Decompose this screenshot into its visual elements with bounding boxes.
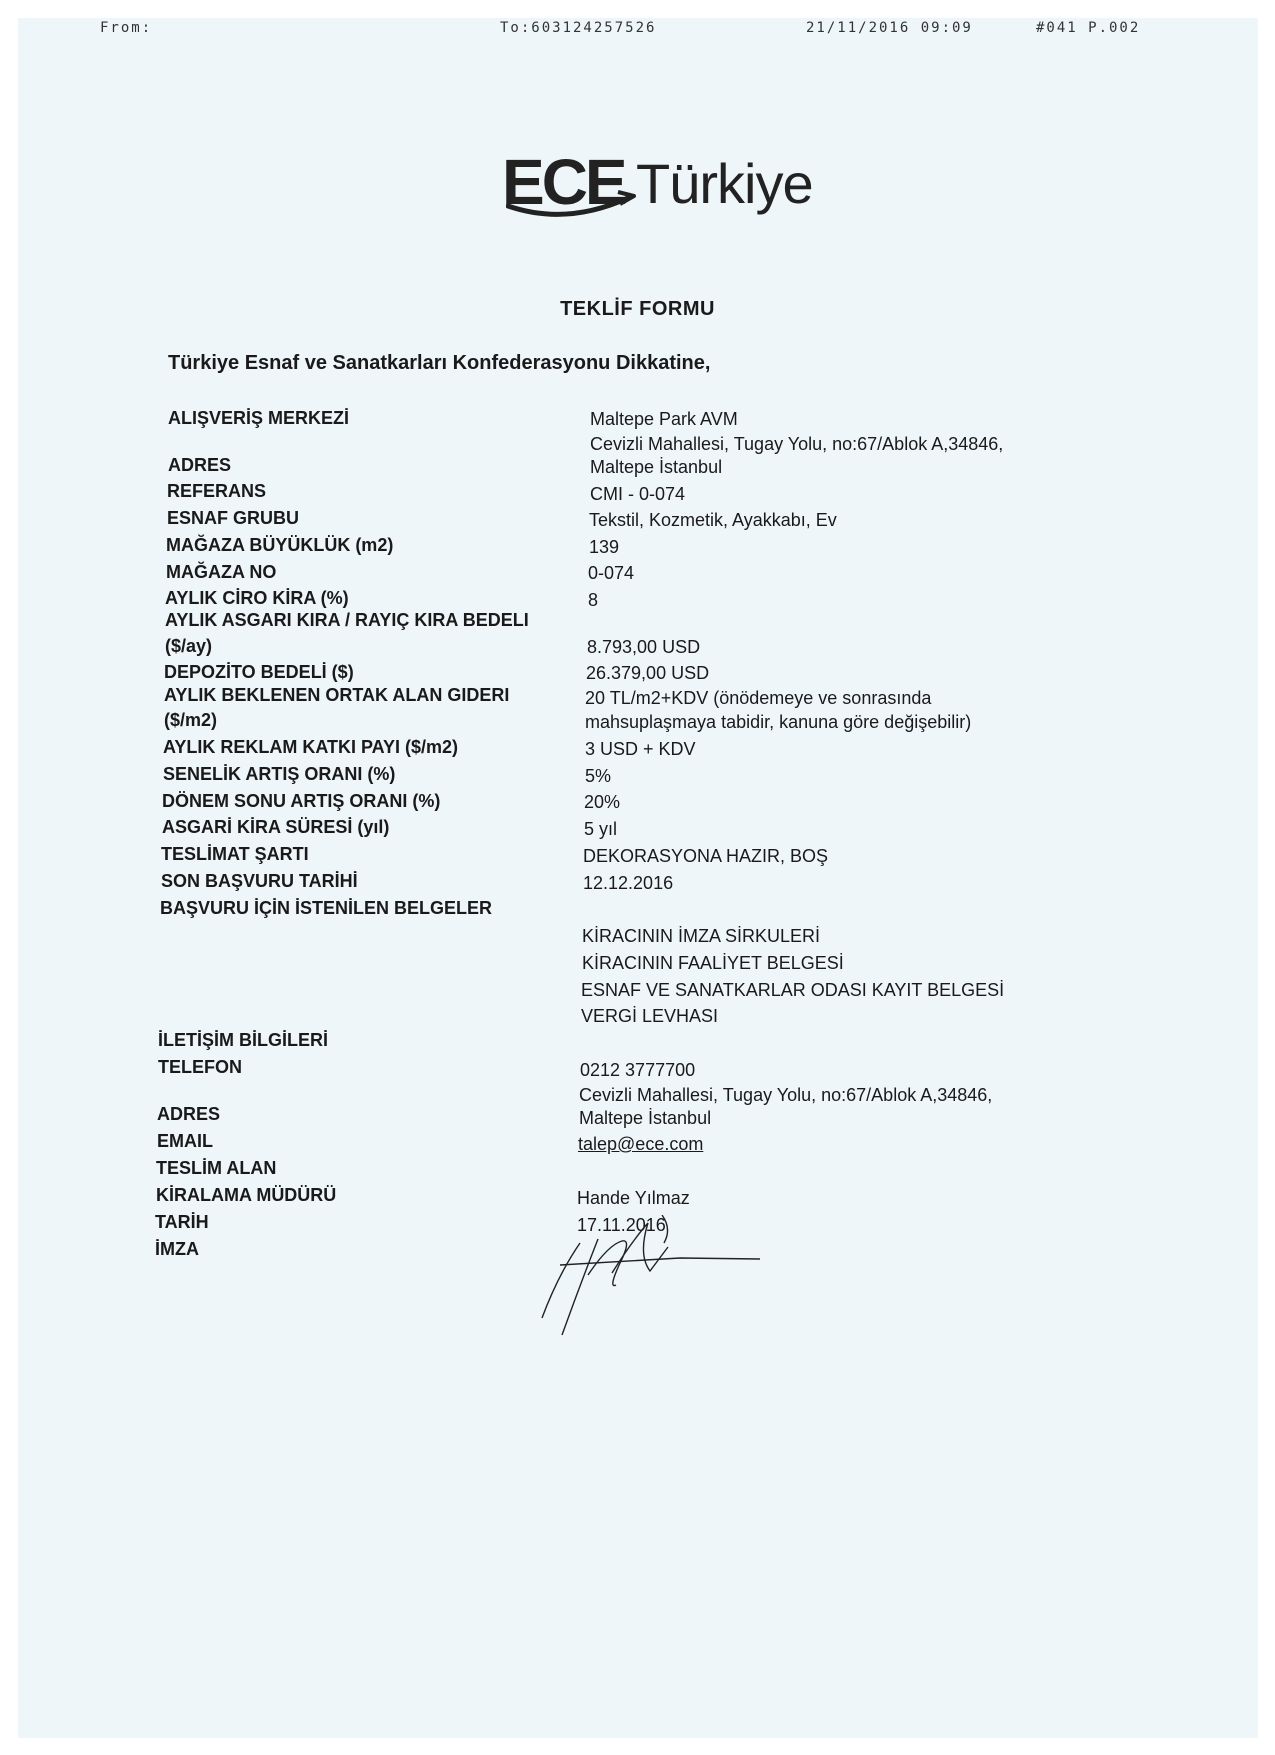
fax-datetime: 21/11/2016 09:09 [806, 20, 973, 36]
logo-ece-text: ECE [502, 146, 625, 218]
address-label: ADRES [168, 455, 232, 475]
common-area-label-line1: AYLIK BEKLENEN ORTAK ALAN GIDERI [164, 685, 510, 705]
mall-label: ALIŞVERİŞ MERKEZİ [168, 408, 350, 428]
turnover-rent-label: AYLIK CİRO KİRA (%) [165, 588, 349, 608]
store-size-value: 139 [589, 537, 620, 557]
min-rent-value: 8.793,00 USD [587, 637, 701, 657]
min-rent-label-line1: AYLIK ASGARI KIRA / RAYIÇ KIRA BEDELI [165, 610, 529, 630]
reference-label: REFERANS [167, 481, 267, 501]
leasing-manager-value: Hande Yılmaz [577, 1188, 690, 1208]
date-label: TARİH [155, 1212, 209, 1232]
contact-address-label: ADRES [157, 1104, 221, 1124]
delivery-value: DEKORASYONA HAZIR, BOŞ [583, 846, 829, 866]
recipient-label: TESLİM ALAN [156, 1158, 277, 1178]
signature-label: İMZA [155, 1239, 199, 1259]
mall-value: Maltepe Park AVM [590, 409, 738, 429]
logo-swoosh-icon [506, 190, 636, 220]
period-end-increase-label: DÖNEM SONU ARTIŞ ORANI (%) [162, 791, 441, 811]
annual-increase-value: 5% [585, 766, 612, 786]
attention-line: Türkiye Esnaf ve Sanatkarları Konfederasyonu Dikkatine, [168, 352, 711, 374]
leasing-manager-label: KİRALAMA MÜDÜRÜ [156, 1185, 337, 1205]
min-term-value: 5 yıl [584, 819, 618, 839]
document-item: ESNAF VE SANATKARLAR ODASI KAYIT BELGESİ [581, 980, 1005, 1000]
group-label: ESNAF GRUBU [167, 508, 300, 528]
group-value: Tekstil, Kozmetik, Ayakkabı, Ev [589, 510, 837, 530]
store-no-label: MAĞAZA NO [166, 562, 277, 582]
form-title: TEKLİF FORMU [560, 298, 715, 320]
ece-turkiye-logo [502, 146, 822, 240]
min-rent-label-line2: ($/ay) [165, 636, 213, 656]
contact-email-label: EMAIL [157, 1131, 213, 1151]
deposit-label: DEPOZİTO BEDELİ ($) [164, 662, 354, 682]
document-item: KİRACININ İMZA SİRKULERİ [582, 926, 821, 946]
fax-from: From: [100, 20, 153, 36]
turnover-rent-value: 8 [588, 590, 599, 610]
document-item: VERGİ LEVHASI [581, 1006, 719, 1026]
date-value: 17.11.2016 [577, 1215, 666, 1235]
common-area-value-line2: mahsuplaşmaya tabidir, kanuna göre değişebilir) [585, 712, 972, 732]
store-no-value: 0-074 [588, 563, 635, 583]
annual-increase-label: SENELİK ARTIŞ ORANI (%) [163, 764, 396, 784]
period-end-increase-value: 20% [584, 792, 621, 812]
deadline-value: 12.12.2016 [583, 873, 674, 893]
contact-phone-label: TELEFON [158, 1057, 242, 1077]
ad-contribution-value: 3 USD + KDV [585, 739, 696, 759]
contact-address-line1: Cevizli Mahallesi, Tugay Yolu, no:67/Ablok A,34846, [579, 1085, 993, 1105]
delivery-label: TESLİMAT ŞARTI [161, 844, 309, 864]
address-value-line1: Cevizli Mahallesi, Tugay Yolu, no:67/Ablok A,34846, [590, 434, 1004, 454]
contact-email-link[interactable]: talep@ece.com [578, 1134, 704, 1154]
min-term-label: ASGARİ KİRA SÜRESİ (yıl) [162, 817, 390, 837]
common-area-label-line2: ($/m2) [164, 710, 218, 730]
handwritten-signature [540, 1215, 770, 1340]
contact-section-label: İLETİŞİM BİLGİLERİ [158, 1030, 328, 1050]
ad-contribution-label: AYLIK REKLAM KATKI PAYI ($/m2) [163, 737, 459, 757]
deposit-value: 26.379,00 USD [586, 663, 710, 683]
common-area-value-line1: 20 TL/m2+KDV (önödemeye ve sonrasında [585, 688, 932, 708]
deadline-label: SON BAŞVURU TARİHİ [161, 871, 358, 891]
document-item: KİRACININ FAALİYET BELGESİ [582, 953, 844, 973]
logo-turkiye-text: Türkiye [636, 152, 813, 215]
store-size-label: MAĞAZA BÜYÜKLÜK (m2) [166, 535, 394, 555]
reference-value: CMI - 0-074 [590, 484, 686, 504]
contact-address-line2: Maltepe İstanbul [579, 1108, 712, 1128]
documents-label: BAŞVURU İÇİN İSTENİLEN BELGELER [160, 898, 493, 918]
fax-to: To:603124257526 [500, 20, 657, 36]
address-value-line2: Maltepe İstanbul [590, 457, 723, 477]
fax-page: #041 P.002 [1036, 20, 1141, 36]
contact-phone-value: 0212 3777700 [580, 1060, 696, 1080]
